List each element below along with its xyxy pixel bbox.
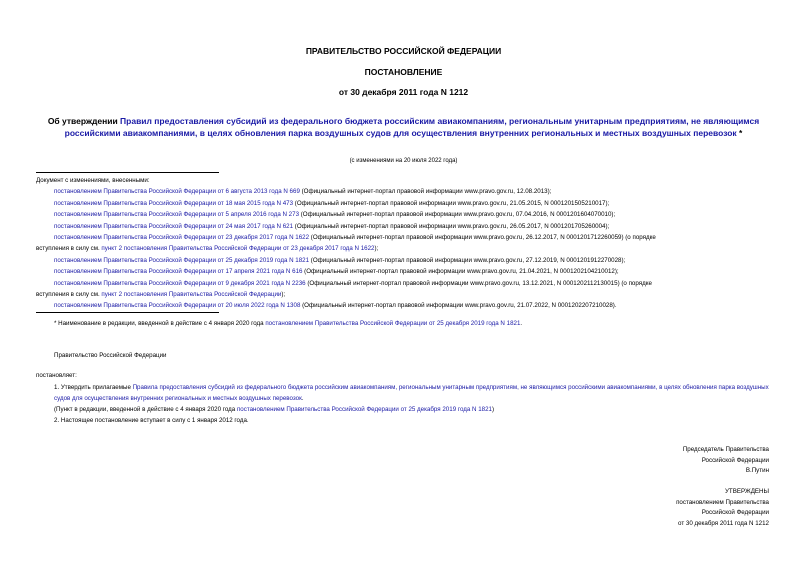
point-1-prefix: 1. Утвердить прилагаемые bbox=[54, 384, 133, 391]
amendment-link[interactable]: постановлением Правительства Российской Федерации от 20 июля 2022 года N 1308 bbox=[54, 302, 301, 310]
amendment-cont-tail: ); bbox=[374, 245, 379, 253]
doc-type-heading: ПОСТАНОВЛЕНИЕ bbox=[364, 67, 443, 77]
edited-note: (с изменениями на 20 июля 2022 года) bbox=[349, 158, 458, 164]
amendment-link[interactable]: постановлением Правительства Российской Федерации от 9 декабря 2021 года N 2236 bbox=[54, 279, 306, 287]
amendment-source: (Официальный интернет-портал правовой информации www.pravo.gov.ru, 26.12.2017, N 0001201712260059) (о порядке bbox=[309, 234, 656, 242]
amendment-link[interactable]: постановлением Правительства Российской Федерации от 24 мая 2017 года N 621 bbox=[54, 222, 294, 230]
amendment-source: (Официальный интернет-портал правовой информации www.pravo.gov.ru, 27.12.2019, N 0001201912270028); bbox=[309, 256, 626, 264]
amendment-cont-link[interactable]: пункт 2 постановления Правительства Российской Федерации bbox=[101, 291, 282, 299]
amendments-block bbox=[36, 175, 776, 312]
amendment-source: (Официальный интернет-портал правовой информации www.pravo.gov.ru, 12.08.2013); bbox=[299, 188, 552, 196]
decision-points bbox=[36, 382, 776, 426]
title-prefix: Об утверждении bbox=[47, 116, 121, 126]
title-asterisk: * bbox=[736, 128, 743, 138]
amendment-source: (Официальный интернет-портал правовой информации www.pravo.gov.ru, 21.07.2022, N 0001202207210028). bbox=[300, 302, 617, 310]
amendment-item-continuation bbox=[36, 243, 776, 254]
amendments-top-divider bbox=[36, 172, 219, 173]
point-1-tail: . bbox=[301, 395, 304, 402]
decides-line: постановляет: bbox=[36, 372, 77, 379]
title-rules-link[interactable]: Правил предоставления субсидий из федерального бюджета российским авиакомпаниям, региональным унитарным предприятиям, не являющимся российскими авиакомпаниями, в целях обновления парка воздушных судов для осуществления внутренних региональных и местных воздушных перевозок bbox=[64, 116, 760, 138]
point-2: 2. Настоящее постановление вступает в силу с 1 января 2012 года. bbox=[54, 417, 249, 424]
amendment-source: (Официальный интернет-портал правовой информации www.pravo.gov.ru, 21.05.2015, N 0001201505210017); bbox=[293, 199, 610, 207]
point-1-rules-link[interactable]: Правила предоставления субсидий из федерального бюджета российским авиакомпаниям, региональным унитарным предприятиям, не являющимся российскими авиакомпаниями, в целях обновления парка воздушных судов для осуществления внутренних региональных и местных воздушных перевозок bbox=[54, 384, 769, 402]
amendment-item-continuation bbox=[36, 289, 776, 300]
amendment-source: (Официальный интернет-портал правовой информации www.pravo.gov.ru, 21.04.2021, N 0001202104210012); bbox=[302, 268, 619, 276]
amendment-source: (Официальный интернет-портал правовой информации www.pravo.gov.ru, 26.05.2017, N 0001201705260004); bbox=[293, 222, 610, 230]
amendment-link[interactable]: постановлением Правительства Российской Федерации от 25 декабря 2019 года N 1821 bbox=[54, 256, 310, 264]
amendment-cont-text: вступления в силу см. bbox=[36, 291, 102, 299]
document-title bbox=[36, 115, 771, 139]
signature-name: В.Путин bbox=[745, 467, 769, 474]
amendment-link[interactable]: постановлением Правительства Российской Федерации от 18 мая 2015 года N 473 bbox=[54, 199, 294, 207]
signature-position: Председатель Правительства bbox=[682, 446, 769, 453]
amendment-link[interactable]: постановлением Правительства Российской Федерации от 17 апреля 2021 года N 616 bbox=[54, 268, 303, 276]
amendment-item bbox=[36, 255, 776, 266]
government-heading: ПРАВИТЕЛЬСТВО РОССИЙСКОЙ ФЕДЕРАЦИИ bbox=[305, 46, 502, 56]
title-footnote bbox=[54, 320, 522, 327]
amendment-item bbox=[36, 209, 776, 220]
amendment-item bbox=[36, 300, 776, 311]
government-line: Правительство Российской Федерации bbox=[54, 352, 167, 359]
approved-block bbox=[676, 487, 769, 529]
point-1 bbox=[36, 382, 776, 404]
amendment-source: (Официальный интернет-портал правовой информации www.pravo.gov.ru, 07.04.2016, N 0001201604070010); bbox=[299, 211, 616, 219]
approved-heading: УТВЕРЖДЕНЫ bbox=[725, 488, 769, 495]
amendment-item bbox=[36, 266, 776, 277]
amendment-item bbox=[36, 232, 776, 243]
footnote-tail: . bbox=[520, 320, 523, 327]
approved-date: от 30 декабря 2011 года N 1212 bbox=[678, 519, 769, 527]
signature-country: Российской Федерации bbox=[701, 456, 769, 464]
amendments-bottom-divider bbox=[36, 312, 219, 313]
doc-date-number: от 30 декабря 2011 года N 1212 bbox=[338, 87, 469, 97]
amendment-item bbox=[36, 221, 776, 232]
amendment-cont-link[interactable]: пункт 2 постановления Правительства Российской Федерации от 23 декабря 2017 года N 1622 bbox=[101, 245, 375, 253]
amendment-link[interactable]: постановлением Правительства Российской Федерации от 6 августа 2013 года N 669 bbox=[54, 188, 300, 196]
amendment-source: (Официальный интернет-портал правовой информации www.pravo.gov.ru, 13.12.2021, N 0001202112130015) (о порядке bbox=[305, 279, 652, 287]
approved-country: Российской Федерации bbox=[701, 509, 769, 516]
footnote-text: * Наименование в редакции, введенной в действие с 4 января 2020 года bbox=[54, 320, 266, 327]
point-1-note-link[interactable]: постановлением Правительства Российской Федерации от 25 декабря 2019 года N 1821 bbox=[236, 406, 492, 413]
footnote-link[interactable]: постановлением Правительства Российской Федерации от 25 декабря 2019 года N 1821 bbox=[265, 320, 521, 327]
point-1-note-tail: ) bbox=[492, 406, 495, 413]
signature-block bbox=[683, 445, 769, 477]
amendment-link[interactable]: постановлением Правительства Российской Федерации от 23 декабря 2017 года N 1622 bbox=[54, 234, 310, 242]
approved-by: постановлением Правительства bbox=[676, 498, 769, 506]
amendment-item bbox=[36, 186, 776, 197]
amendment-item bbox=[36, 278, 776, 289]
amendment-link[interactable]: постановлением Правительства Российской Федерации от 5 апреля 2016 года N 273 bbox=[54, 211, 300, 219]
amendments-intro: Документ с изменениями, внесенными: bbox=[36, 177, 150, 184]
point-1-note-prefix: (Пункт в редакции, введенной в действие с 4 января 2020 года bbox=[54, 406, 237, 413]
amendment-cont-tail: ); bbox=[281, 291, 286, 299]
amendment-item bbox=[36, 198, 776, 209]
amendment-cont-text: вступления в силу см. bbox=[36, 245, 102, 253]
point-1-note bbox=[36, 404, 776, 415]
